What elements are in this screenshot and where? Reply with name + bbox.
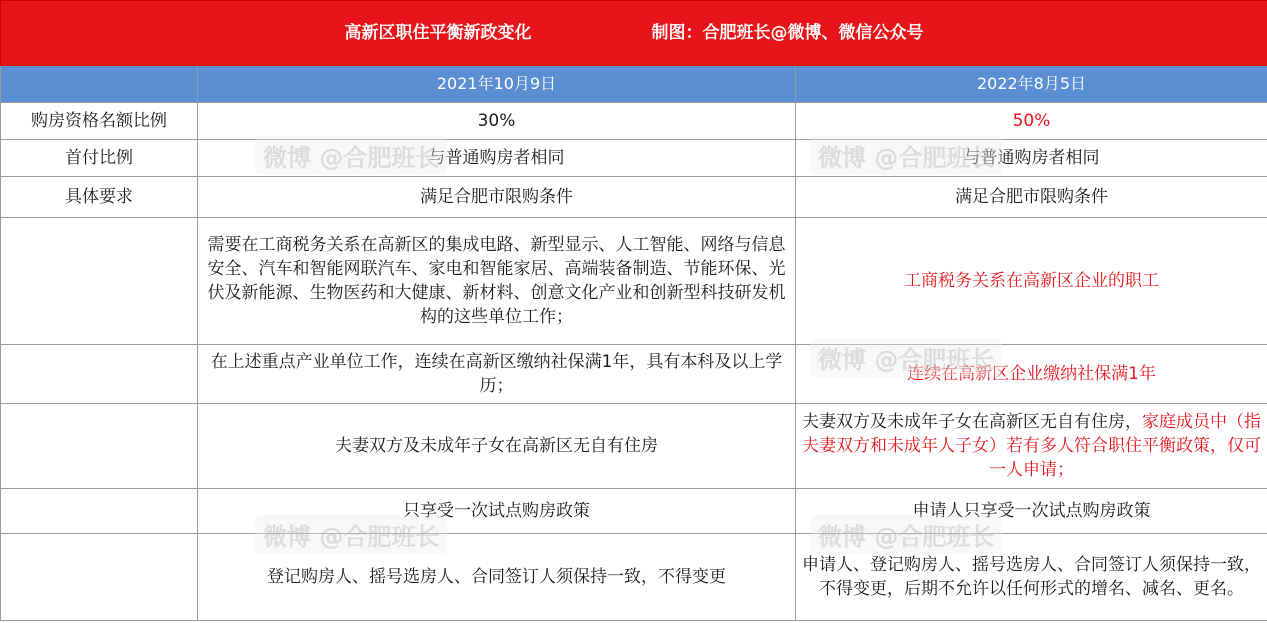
table-row [1,103,1267,140]
new-policy-cell: 连续在高新区企业缴纳社保满1年 [796,345,1267,404]
table-row [1,534,1267,621]
old-policy-cell: 只享受一次试点购房政策 [198,489,796,534]
new-policy-cell: 申请人、登记购房人、摇号选房人、合同签订人须保持一致，不得变更，后期不允许以任何形式的增名、减名、更名。 [796,534,1267,621]
new-policy-highlight: 家庭成员中（指夫妻双方和未成年人子女）若有多人符合职住平衡政策，仅可一人申请； [802,412,1261,480]
new-policy-cell: 工商税务关系在高新区企业的职工 [796,218,1267,345]
row-label [1,489,198,534]
old-policy-cell: 登记购房人、摇号选房人、合同签订人须保持一致，不得变更 [198,534,796,621]
old-policy-cell: 需要在工商税务关系在高新区的集成电路、新型显示、人工智能、网络与信息安全、汽车和智能网联汽车、家电和智能家居、高端装备制造、节能环保、光伏及新能源、生物医药和大健康、新材料、创意文化产业和创新型科技研发机构的这些单位工作； [198,218,796,345]
header-row [1,66,1267,103]
new-policy-cell: 50% [796,103,1267,140]
table-row [1,177,1267,218]
table-row [1,345,1267,404]
old-policy-cell: 30% [198,103,796,140]
table-row [1,489,1267,534]
new-policy-text: 夫妻双方及未成年子女在高新区无自有住房， [802,412,1142,432]
row-label [1,218,198,345]
table-row [1,140,1267,177]
row-label [1,345,198,404]
title-row [1,1,1267,66]
row-label [1,534,198,621]
watermark: 微博 @合肥班长 [255,136,447,175]
header-blank [1,66,198,103]
old-policy-cell: 与普通购房者相同 [198,140,796,177]
new-policy-cell: 与普通购房者相同 [796,140,1267,177]
row-label: 购房资格名额比例 [1,103,198,140]
watermark: 微博 @合肥班长 [810,338,1002,377]
watermark: 微博 @合肥班长 [810,136,1002,175]
row-label [1,404,198,489]
old-policy-cell: 在上述重点产业单位工作，连续在高新区缴纳社保满1年，具有本科及以上学历； [198,345,796,404]
row-label: 具体要求 [1,177,198,218]
new-policy-cell: 申请人只享受一次试点购房政策 [796,489,1267,534]
title-cell [1,1,1267,66]
old-policy-cell: 夫妻双方及未成年子女在高新区无自有住房 [198,404,796,489]
new-policy-cell: 满足合肥市限购条件 [796,177,1267,218]
credit-text: 制图：合肥班长@微博、微信公众号 [651,23,924,43]
new-policy-cell [796,404,1267,489]
table-title: 高新区职住平衡新政变化 [344,23,532,43]
old-policy-cell: 满足合肥市限购条件 [198,177,796,218]
row-label: 首付比例 [1,140,198,177]
header-2022: 2022年8月5日 [796,66,1267,103]
watermark: 微博 @合肥班长 [255,515,447,554]
header-2021: 2021年10月9日 [198,66,796,103]
watermark: 微博 @合肥班长 [810,515,1002,554]
table-row [1,218,1267,345]
table-row [1,404,1267,489]
